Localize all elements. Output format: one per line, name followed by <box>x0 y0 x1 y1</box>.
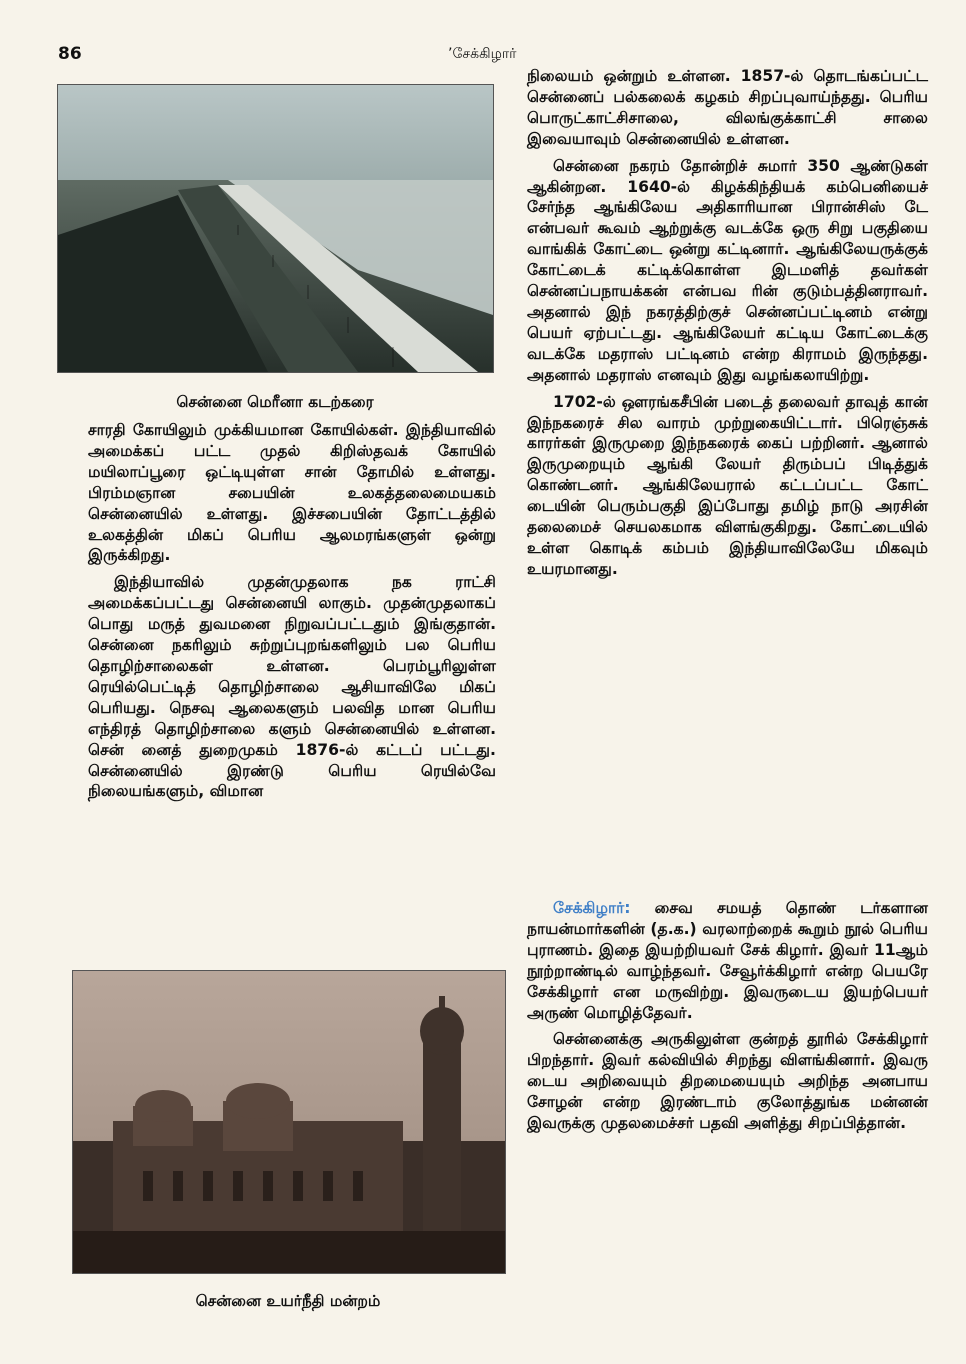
right-column-text <box>527 66 928 586</box>
high-court-photo <box>72 970 506 1274</box>
paragraph-university: நிலையம் ஒன்றும் உள்ளன. 1857-ல் தொடங்கப்பட்ட சென்னைப் பல்கலைக் கழகம் சிறப்புவாய்ந்தது. பெரிய பொருட்காட்சிசாலை, விலங்குக்காட்சி சாலை இவையாவும் சென்னையில் உள்ளன. <box>527 67 928 148</box>
sekkizhar-entry <box>527 898 928 1140</box>
marina-beach-photo <box>57 84 494 373</box>
entry-heading: சேக்கிழார்: <box>553 899 631 917</box>
page-number: 86 <box>58 44 82 64</box>
paragraph-temples: சாரதி கோயிலும் முக்கியமான கோயில்கள். இந்தியாவில் அமைக்கப் பட்ட முதல் கிறிஸ்தவக் கோயில் மயிலாப்பூரை ஒட்டியுள்ள சான் தோமில் உள்ளது. பிரம்மஞான சபையின் உலகத்தலைமையகம் சென்னையில் உள்ளது. இச்சபையின் தோட்டத்தில் உலகத்தின் மிகப் பெரிய ஆலமரங்களுள் ஒன்று இருக்கிறது. <box>88 421 496 565</box>
left-column-text <box>88 420 496 808</box>
high-court-caption: சென்னை உயர்நீதி மன்றம் <box>195 1292 381 1310</box>
marina-beach-caption: சென்னை மெரீனா கடற்கரை <box>176 393 374 411</box>
sekkizhar-intro <box>527 898 928 1023</box>
paragraph-fort: 1702-ல் ஔரங்கசீபின் படைத் தலைவர் தாவுத் கான் இந்நகரைச் சில வாரம் முற்றுகையிட்டார். பிரெஞ்சுக் காரர்கள் இருமுறை இந்நகரைக் கைப் பற்றினர். ஆனால் இருமுறையும் ஆங்கி லேயர் திரும்பப் பிடித்துக் கொண்டனர். ஆங்கிலேயரால் கட்டப்பட்ட கோட் டையின் பெரும்பகுதி இப்போது தமிழ் நாடு அரசின் தலைமைச் செயலகமாக விளங்குகிறது. கோட்டையில் உள்ள கொடிக் கம்பம் இந்தியாவிலேயே மிகவும் உயரமானது. <box>527 392 928 578</box>
paragraph-firsts: இந்தியாவில் முதன்முதலாக நக ராட்சி அமைக்கப்பட்டது சென்னையி லாகும். முதன்முதலாகப் பொது மருத் துவமனை நிறுவப்பட்டதும் இங்குதான். சென்னை நகரிலும் சுற்றுப்புறங்களிலும் பல பெரிய தொழிற்சாலைகள் உள்ளன. பெரம்பூரிலுள்ள ரெயில்பெட்டித் தொழிற்சாலை ஆசியாவிலே மிகப் பெரியது. நெசவு ஆலைகளும் பலவித மான பெரிய எந்திரத் தொழிற்சாலை களும் சென்னையில் உள்ளன. சென் னைத் துறைமுகம் 1876-ல் கட்டப் பட்டது. சென்னையில் இரண்டு பெரிய ரெயில்வே நிலையங்களும், விமான <box>88 573 496 801</box>
running-title: ’சேக்கிழார் <box>448 46 517 62</box>
sekkizhar-intro-text: சைவ சமயத் தொண் டர்களான நாயன்மார்களின் (த.க.) வரலாற்றைக் கூறும் நூல் பெரிய புராணம். இதை இயற்றியவர் சேக் கிழார். இவர் 11ஆம் நூற்றாண்டில் வாழ்ந்தவர். சேவூர்க்கிழார் என்ற பெயரே சேக்கிழார் என மருவிற்று. இவருடைய இயற்பெயர் அருண் மொழித்தேவர். <box>527 899 928 1022</box>
paragraph-history: சென்னை நகரம் தோன்றிச் சுமார் 350 ஆண்டுகள் ஆகின்றன. 1640-ல் கிழக்கிந்தியக் கம்பெனியைச் சேர்ந்த ஆங்கிலேய அதிகாரியான பிரான்சிஸ் டே என்பவர் கூவம் ஆற்றுக்கு வடக்கே ஒரு சிறு பகுதியை வாங்கிக் கோட்டை ஒன்று கட்டினார். ஆங்கிலேயருக்குக் கோட்டைக் கட்டிக்கொள்ள இடமளித் தவர்கள் சென்னப்பநாயக்கன் என்பவ ரின் குடும்பத்தினராவர். அதனால் இந் நகரத்திற்குச் சென்னப்பட்டினம் என்று பெயர் ஏற்பட்டது. ஆங்கிலேயர் கட்டிய கோட்டைக்கு வடக்கே மதராஸ் பட்டினம் என்ற கிராமம் இருந்தது. அதனால் மதராஸ் எனவும் இது வழங்கலாயிற்று. <box>527 156 928 384</box>
sekkizhar-life: சென்னைக்கு அருகிலுள்ள குன்றத் தூரில் சேக்கிழார் பிறந்தார். இவர் கல்வியில் சிறந்து விளங்கினார். இவரு டைய அறிவையும் திறமையையும் அறிந்த அனபாய சோழன் என்ற இரண்டாம் குலோத்துங்க மன்னன் இவருக்கு முதலமைச்சர் பதவி அளித்து சிறப்பித்தான். <box>527 1030 928 1133</box>
